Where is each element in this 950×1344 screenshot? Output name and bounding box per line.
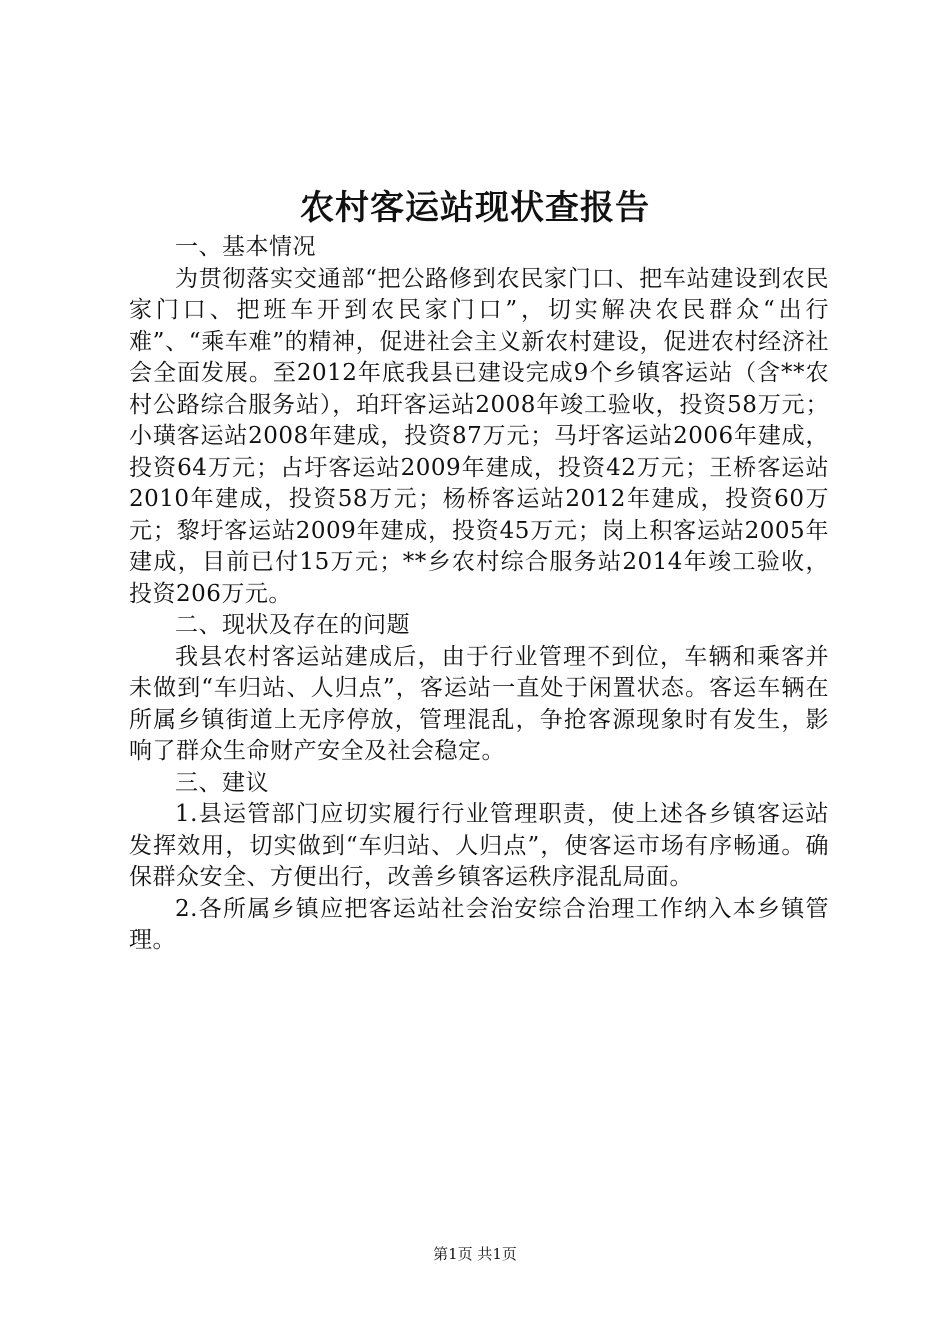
page-footer: 第1页 共1页 xyxy=(433,1245,517,1263)
section-heading-suggestions: 三、建议 xyxy=(175,769,269,796)
section-heading-basic-info: 一、基本情况 xyxy=(175,234,316,260)
document-body xyxy=(129,232,829,957)
paragraph-suggestion-1: 1.县运管部门应切实履行行业管理职责，使上述各乡镇客运站发挥效用，切实做到“车归站、人归点”，使客运市场有序畅通。确保群众安全、方便出行，改善乡镇客运秩序混乱局面。 xyxy=(129,801,829,890)
document-title: 农村客运站现状查报告 xyxy=(300,188,650,228)
paragraph-basic-info: 为贯彻落实交通部“把公路修到农民家门口、把车站建设到农民家门口、把班车开到农民家门口”，切实解决农民群众“出行难”、“乘车难”的精神，促进社会主义新农村建设，促进农村经济社会全面发展。至2012年底我县已建设完成9个乡镇客运站（含**农村公路综合服务站），珀玕客运站2008年竣工验收，投资58万元；小璜客运站2008年建成，投资87万元；马圩客运站2006年建成，投资64万元；占圩客运站2009年建成，投资42万元；王桥客运站2010年建成，投资58万元；杨桥客运站2012年建成，投资60万元；黎圩客运站2009年建成，投资45万元；岗上积客运站2005年建成，目前已付15万元；**乡农村综合服务站2014年竣工验收，投资206万元。 xyxy=(129,265,829,607)
paragraph-status-problems: 我县农村客运站建成后，由于行业管理不到位，车辆和乘客并未做到“车归站、人归点”，客运站一直处于闲置状态。客运车辆在所属乡镇街道上无序停放，管理混乱，争抢客源现象时有发生，影响了群众生命财产安全及社会稳定。 xyxy=(129,643,829,764)
paragraph-suggestion-2: 2.各所属乡镇应把客运站社会治安综合治理工作纳入本乡镇管理。 xyxy=(129,895,829,953)
section-heading-status-problems: 二、现状及存在的问题 xyxy=(175,612,410,638)
